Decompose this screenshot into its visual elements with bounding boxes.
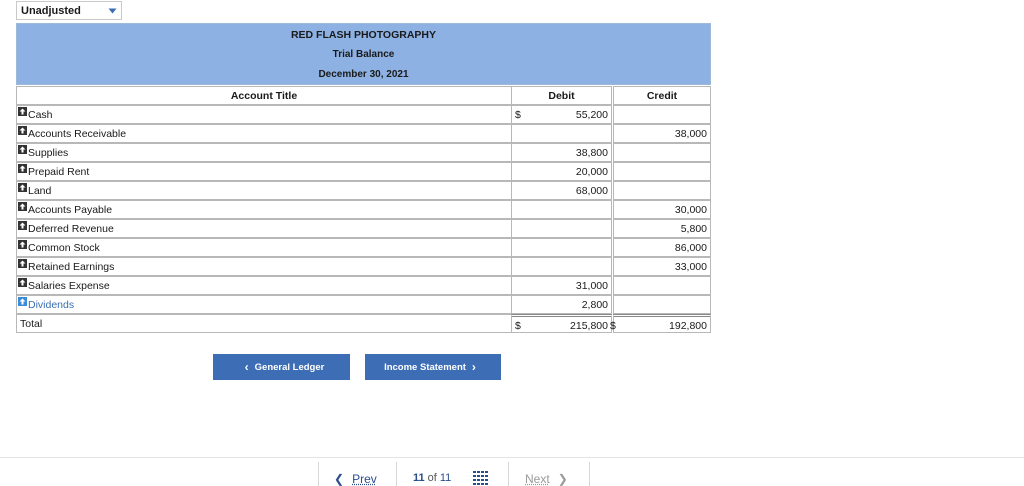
account-name: Land xyxy=(28,185,52,197)
report-title: Trial Balance xyxy=(332,49,395,60)
report-date: December 30, 2021 xyxy=(318,69,409,80)
credit-cell[interactable] xyxy=(613,143,711,162)
debit-value: 31,000 xyxy=(575,280,608,292)
debit-currency: $ xyxy=(515,109,521,121)
total-debit-cell xyxy=(511,314,612,333)
total-credit-value: 192,800 xyxy=(669,320,707,332)
credit-value: 38,000 xyxy=(674,128,707,140)
account-cell[interactable] xyxy=(16,162,512,181)
credit-cell[interactable] xyxy=(613,181,711,200)
select-value: Unadjusted xyxy=(21,4,81,17)
debit-value: 2,800 xyxy=(581,299,608,311)
move-row-icon[interactable] xyxy=(18,145,27,154)
pager-divider xyxy=(0,457,1024,458)
account-name: Deferred Revenue xyxy=(28,223,114,235)
account-name: Dividends xyxy=(28,299,75,311)
move-row-icon[interactable] xyxy=(18,183,27,192)
credit-cell[interactable] xyxy=(613,105,711,124)
debit-cell[interactable] xyxy=(511,295,612,314)
debit-cell[interactable] xyxy=(511,276,612,295)
debit-cell[interactable] xyxy=(511,124,612,143)
next-page-button[interactable] xyxy=(525,472,568,486)
move-row-icon[interactable] xyxy=(18,202,27,211)
debit-cell[interactable] xyxy=(511,181,612,200)
move-row-icon[interactable] xyxy=(18,126,27,135)
page-grid-icon[interactable] xyxy=(473,471,488,486)
prev-page-button[interactable] xyxy=(334,472,377,486)
move-row-icon[interactable] xyxy=(18,240,27,249)
prev-page-label: Prev xyxy=(352,472,377,486)
move-row-icon[interactable] xyxy=(18,259,27,268)
account-name: Common Stock xyxy=(28,242,100,254)
column-header-credit-label: Credit xyxy=(646,90,678,102)
account-cell[interactable] xyxy=(16,238,512,257)
credit-cell[interactable] xyxy=(613,257,711,276)
credit-value: 86,000 xyxy=(674,242,707,254)
column-header-debit xyxy=(511,86,612,105)
credit-value: 5,800 xyxy=(680,223,707,235)
income-statement-button[interactable] xyxy=(365,354,501,380)
general-ledger-button[interactable] xyxy=(213,354,350,380)
pager-separator xyxy=(508,462,509,486)
account-name: Cash xyxy=(28,109,53,121)
pager xyxy=(0,462,1024,486)
trial-balance-type-select[interactable] xyxy=(16,1,122,20)
credit-cell[interactable] xyxy=(613,200,711,219)
credit-value: 30,000 xyxy=(674,204,707,216)
credit-cell[interactable] xyxy=(613,124,711,143)
page-indicator xyxy=(413,472,451,484)
account-cell[interactable] xyxy=(16,200,512,219)
debit-cell[interactable] xyxy=(511,257,612,276)
income-statement-button-label: Income Statement xyxy=(384,361,466,373)
account-cell[interactable] xyxy=(16,181,512,200)
account-name: Accounts Payable xyxy=(28,204,113,216)
debit-cell[interactable] xyxy=(511,143,612,162)
account-name: Prepaid Rent xyxy=(28,166,90,178)
move-row-icon[interactable] xyxy=(18,278,27,287)
move-row-icon[interactable] xyxy=(18,221,27,230)
total-credit-currency: $ xyxy=(610,320,616,332)
chevron-left-icon: ❮ xyxy=(334,472,345,486)
debit-value: 55,200 xyxy=(575,109,608,121)
chevron-right-icon: ❯ xyxy=(557,472,568,486)
debit-cell[interactable] xyxy=(511,219,612,238)
account-cell[interactable] xyxy=(16,124,512,143)
report-header xyxy=(16,23,711,85)
debit-cell[interactable] xyxy=(511,238,612,257)
account-name: Retained Earnings xyxy=(28,261,115,273)
total-debit-currency: $ xyxy=(515,320,521,332)
account-cell[interactable] xyxy=(16,257,512,276)
debit-value: 68,000 xyxy=(575,185,608,197)
chevron-left-icon: ‹ xyxy=(244,360,249,374)
debit-value: 20,000 xyxy=(575,166,608,178)
account-cell[interactable] xyxy=(16,219,512,238)
column-header-account-label: Account Title xyxy=(230,90,298,102)
credit-cell[interactable] xyxy=(613,238,711,257)
pager-separator xyxy=(396,462,397,486)
next-page-label: Next xyxy=(525,472,550,486)
pager-separator xyxy=(589,462,590,486)
pager-separator xyxy=(318,462,319,486)
column-header-debit-label: Debit xyxy=(548,90,575,102)
current-page: 11 xyxy=(413,472,425,484)
credit-cell[interactable] xyxy=(613,276,711,295)
credit-cell[interactable] xyxy=(613,295,711,314)
account-name: Accounts Receivable xyxy=(28,128,127,140)
debit-cell[interactable] xyxy=(511,162,612,181)
total-debit-value: 215,800 xyxy=(570,320,608,332)
account-cell[interactable] xyxy=(16,143,512,162)
account-cell[interactable] xyxy=(16,276,512,295)
credit-cell[interactable] xyxy=(613,162,711,181)
total-label-cell xyxy=(16,314,512,333)
credit-value: 33,000 xyxy=(674,261,707,273)
debit-cell[interactable] xyxy=(511,105,612,124)
chevron-right-icon: › xyxy=(471,360,476,374)
move-row-icon[interactable] xyxy=(18,297,27,306)
general-ledger-button-label: General Ledger xyxy=(254,361,325,373)
column-header-credit xyxy=(613,86,711,105)
total-label: Total xyxy=(20,318,43,330)
move-row-icon[interactable] xyxy=(18,107,27,116)
total-credit-cell xyxy=(610,314,711,333)
total-pages: 11 xyxy=(439,472,452,484)
account-cell[interactable] xyxy=(16,295,512,314)
debit-value: 38,800 xyxy=(575,147,608,159)
page-of-label: of xyxy=(427,472,437,484)
account-cell[interactable] xyxy=(16,105,512,124)
company-name: RED FLASH PHOTOGRAPHY xyxy=(290,29,437,41)
account-name: Salaries Expense xyxy=(28,280,110,292)
debit-cell[interactable] xyxy=(511,200,612,219)
account-name: Supplies xyxy=(28,147,69,159)
chevron-down-icon[interactable] xyxy=(104,2,121,19)
column-header-account xyxy=(16,86,512,105)
credit-cell[interactable] xyxy=(613,219,711,238)
move-row-icon[interactable] xyxy=(18,164,27,173)
